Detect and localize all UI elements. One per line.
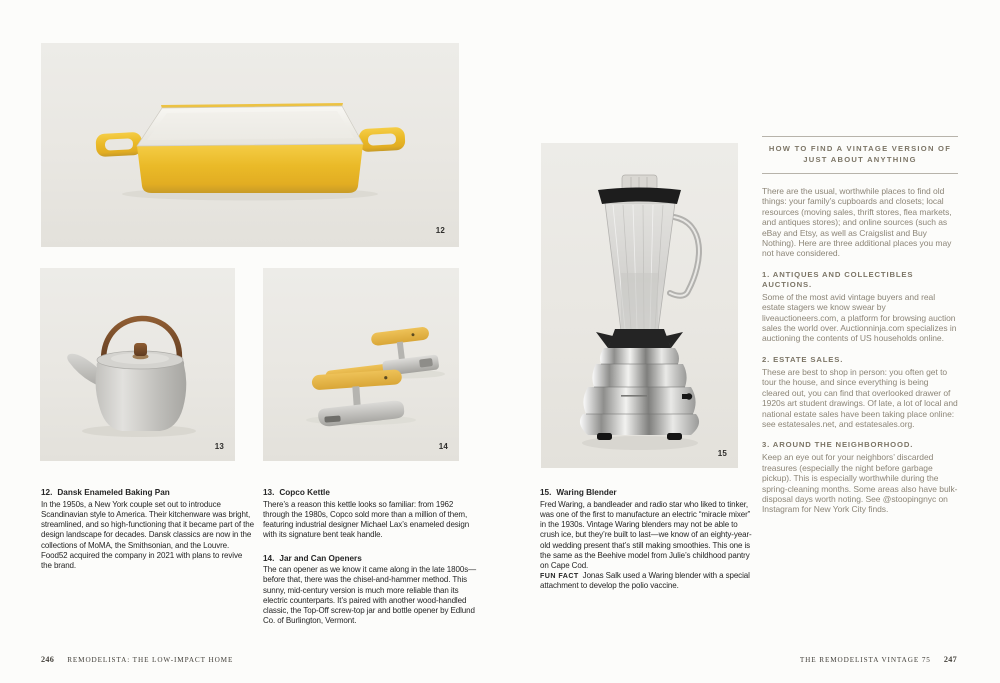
blender-illustration xyxy=(541,143,738,468)
caption-title-text: Copco Kettle xyxy=(279,488,330,497)
section-heading: 2. ESTATE SALES. xyxy=(762,354,844,364)
baking-pan-illustration xyxy=(41,43,459,247)
fun-fact xyxy=(540,571,756,591)
caption-body: The can opener as we know it came along in the late 1800s—before that, there was the chisel-and-hammer method. This sunny, mid-century version is much more reliable than its electric counterparts. It’s paired with another wood-handled classic, the Top-Off screw-top jar and bottle opener by Edlund Co. of Burlington, Vermont. xyxy=(263,565,476,626)
footer-right xyxy=(800,655,957,664)
caption-title xyxy=(41,488,255,498)
sidebar-section-auctions xyxy=(762,270,958,344)
photo-number: 12 xyxy=(435,226,445,235)
caption-body: There’s a reason this kettle looks so familiar: from 1962 through the 1980s, Copco sold more than a million of them, featuring industrial designer Michael Lax’s enameled design with its signature bent teak handle. xyxy=(263,499,470,540)
fun-fact-label: FUN FACT xyxy=(540,572,579,581)
photo-number: 15 xyxy=(717,449,727,458)
sidebar-intro: There are the usual, worthwhile places to find old things: your family’s cupboards and closets; local resources (moving sales, thrift stores, flea markets, and antiques stores); and online sources (such as eBay and Etsy, as well as Craigslist and Buy Nothing). Here are three additional places you may not have considered. xyxy=(762,186,952,259)
running-title-right: THE REMODELISTA VINTAGE 75 xyxy=(799,656,931,664)
caption-body: Fred Waring, a bandleader and radio star who liked to tinker, was one of the first to manufacture an electric “miracle mixer” in the 1930s. Vintage Waring blenders may not be able to crush ice, but they’re built to last—we know of an eighty-year-old wedding present that’s still making smoothies. This one is the same as the Beehive model from Julie’s childhood pantry on Cape Cod. xyxy=(540,499,752,570)
footer-left xyxy=(41,655,233,664)
caption-waring-blender xyxy=(540,488,756,592)
caption-column xyxy=(263,488,477,626)
photo-waring-blender xyxy=(541,143,738,468)
sidebar-section-neighborhood xyxy=(762,440,958,514)
openers-illustration xyxy=(263,268,459,461)
section-heading: 3. AROUND THE NEIGHBORHOOD. xyxy=(762,440,914,450)
photo-number: 13 xyxy=(214,442,224,451)
caption-jar-can-openers xyxy=(263,554,477,627)
caption-number: 13. xyxy=(263,488,275,497)
photo-number: 14 xyxy=(438,442,448,451)
caption-title xyxy=(263,554,477,564)
caption-title-text: Waring Blender xyxy=(556,488,617,497)
photo-jar-can-openers xyxy=(263,268,459,461)
caption-title xyxy=(263,488,477,498)
page-number-right: 247 xyxy=(943,655,957,664)
section-body: Keep an eye out for your neighbors’ discarded treasures (especially the night before garbage pickup). This is especially worthwhile during the spring-cleaning months. Some areas also have bulk-disposal days worth noting. See @stoopingnyc on Instagram for New York City finds. xyxy=(762,452,958,515)
caption-title-text: Dansk Enameled Baking Pan xyxy=(57,488,170,497)
section-heading: 1. ANTIQUES AND COLLECTIBLES AUCTIONS. xyxy=(762,269,914,289)
rule-bottom xyxy=(762,173,958,174)
fun-fact-text: Jonas Salk used a Waring blender with a special attachment to develop the polio vaccine. xyxy=(540,571,750,591)
caption-title xyxy=(540,488,756,498)
photo-copco-kettle xyxy=(40,268,235,461)
caption-body: In the 1950s, a New York couple set out to introduce Scandinavian style to America. Their kitchenware was bright, streamlined, and so high-functioning that it became part of the design landscape for decades. Dansk classics are now in the collections of MoMA, the Smithsonian, and the Louvre. Food52 acquired the company in 2021 with plans to revive the brand. xyxy=(41,499,254,570)
page-number-left: 246 xyxy=(41,655,55,664)
running-title-left: REMODELISTA: THE LOW-IMPACT HOME xyxy=(67,656,234,664)
caption-number: 12. xyxy=(41,488,53,497)
caption-number: 15. xyxy=(540,488,552,497)
sidebar-how-to-find-vintage xyxy=(762,136,958,515)
sidebar-heading xyxy=(762,137,958,173)
caption-baking-pan xyxy=(41,488,255,571)
photo-baking-pan xyxy=(41,43,459,247)
sidebar-heading-line1: HOW TO FIND A VINTAGE VERSION OF xyxy=(768,144,952,153)
caption-number: 14. xyxy=(263,553,275,563)
caption-title-text: Jar and Can Openers xyxy=(279,553,362,563)
section-body: These are best to shop in person: you often get to tour the house, and since everything is being cleared out, you can find that overlooked drawer of 1920s art student drawings. Of late, a lot of local and national estate sales have been taking place online: see estatesales.net, and estatesales.org. xyxy=(762,366,958,429)
sidebar-heading-line2: JUST ABOUT ANYTHING xyxy=(803,154,917,164)
section-body: Some of the most avid vintage buyers and real estate stagers we know swear by liveauctioneers.com, a platform for browsing auction sales the world over. Auctionninja.com specializes in auctioning the contents of US households online. xyxy=(762,291,957,344)
caption-copco-kettle xyxy=(263,488,477,541)
sidebar-section-estate-sales xyxy=(762,355,958,429)
kettle-illustration xyxy=(40,268,235,461)
